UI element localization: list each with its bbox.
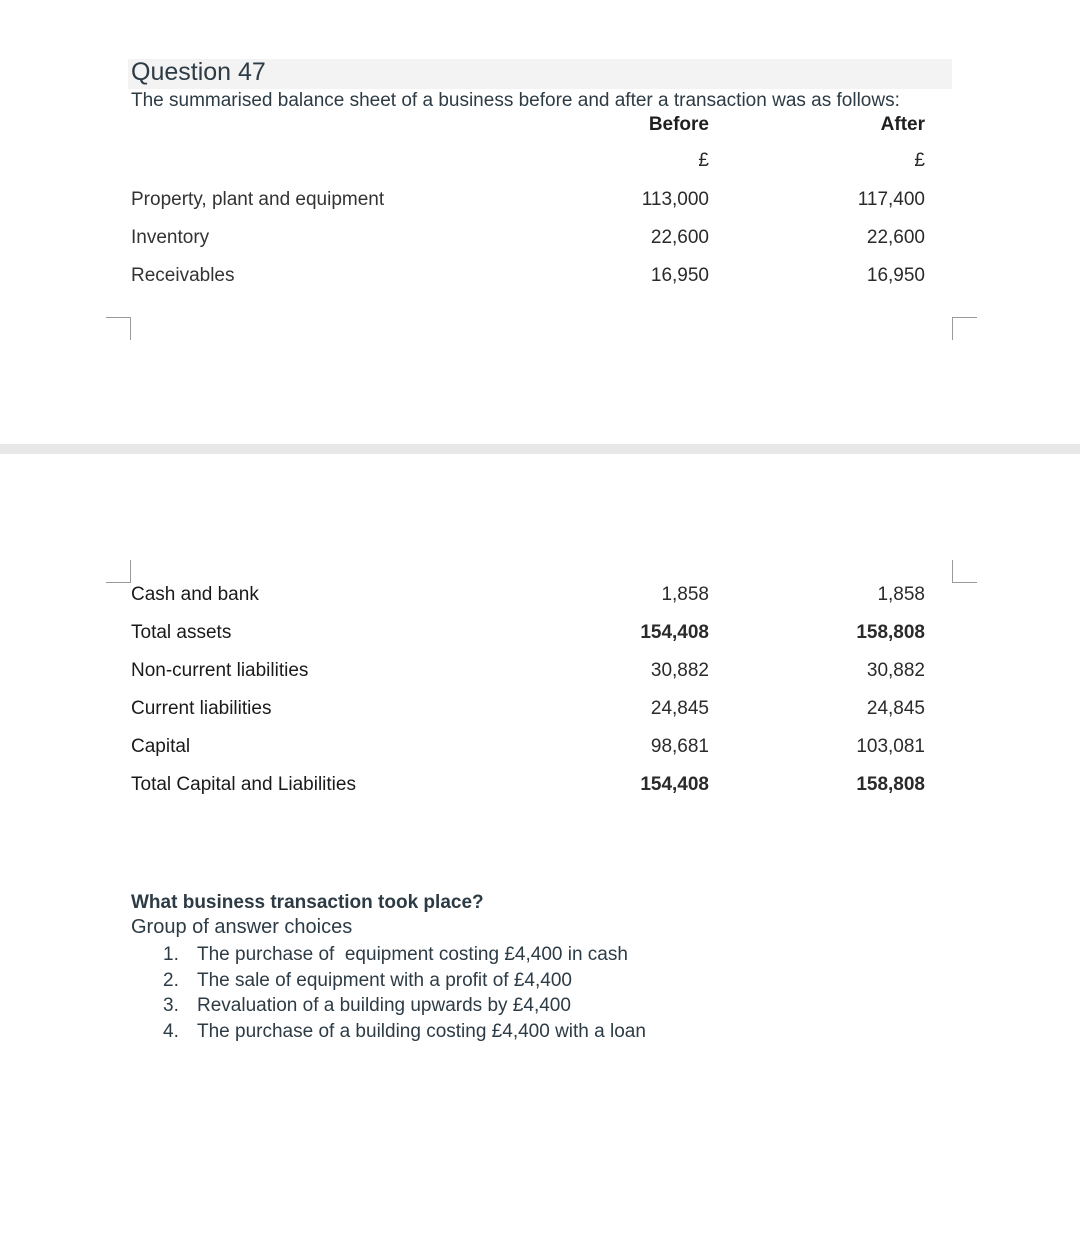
row-before-value: 98,681 xyxy=(650,736,709,757)
row-before-value: 22,600 xyxy=(650,227,709,248)
row-before-value: 1,858 xyxy=(661,584,709,605)
row-label: Capital xyxy=(131,736,191,757)
table-row xyxy=(0,698,1080,724)
table-row xyxy=(0,227,1080,253)
row-before-value: 154,408 xyxy=(640,622,709,643)
page-corner-mark xyxy=(952,317,977,340)
choice-number: 2. xyxy=(163,969,179,991)
table-row xyxy=(0,584,1080,610)
table-row xyxy=(0,622,1080,648)
answer-choice-2[interactable] xyxy=(163,968,646,994)
page-corner-mark xyxy=(106,317,131,340)
row-before-value: 24,845 xyxy=(650,698,709,719)
row-after-value: 24,845 xyxy=(866,698,925,719)
choice-text: The purchase of a building costing £4,400 with a loan xyxy=(197,1020,646,1042)
answer-group-label: Group of answer choices xyxy=(131,916,353,938)
choice-number: 4. xyxy=(163,1020,179,1042)
choice-text: The sale of equipment with a profit of £4,400 xyxy=(197,969,572,991)
row-after-value: 16,950 xyxy=(866,265,925,286)
row-before-value: 113,000 xyxy=(641,189,709,210)
column-header-after: After xyxy=(880,114,925,135)
column-header-before: Before xyxy=(648,114,709,135)
row-after-value: 103,081 xyxy=(856,736,925,757)
question-title: Question 47 xyxy=(131,58,266,86)
table-row xyxy=(0,189,1080,215)
table-row xyxy=(0,736,1080,762)
row-label: Total Capital and Liabilities xyxy=(131,774,356,795)
row-after-value: 30,882 xyxy=(866,660,925,681)
table-row xyxy=(0,265,1080,291)
question-intro: The summarised balance sheet of a business before and after a transaction was as follows: xyxy=(131,90,900,111)
table-row xyxy=(0,660,1080,686)
page-corner-mark xyxy=(106,560,131,583)
choice-number: 3. xyxy=(163,995,179,1016)
page-break xyxy=(0,444,1080,454)
row-after-value: 158,808 xyxy=(856,622,925,643)
row-before-value: 154,408 xyxy=(640,774,709,795)
choice-text: The purchase of equipment costing £4,400 in cash xyxy=(197,944,628,965)
row-label: Current liabilities xyxy=(131,698,272,719)
row-label: Non-current liabilities xyxy=(131,660,309,681)
row-label: Property, plant and equipment xyxy=(131,189,385,210)
row-before-value: 16,950 xyxy=(650,265,709,286)
question-prompt: What business transaction took place? xyxy=(131,892,484,913)
answer-choices-list xyxy=(163,942,646,1044)
currency-before: £ xyxy=(698,150,709,171)
choice-number: 1. xyxy=(163,944,179,965)
answer-choice-1[interactable] xyxy=(163,942,646,968)
currency-after: £ xyxy=(914,150,925,171)
row-label: Receivables xyxy=(131,265,235,286)
row-label: Total assets xyxy=(131,622,232,643)
currency-row xyxy=(0,150,1080,176)
table-row xyxy=(0,774,1080,800)
row-label: Inventory xyxy=(131,227,210,248)
answer-choice-3[interactable] xyxy=(163,993,646,1019)
row-label: Cash and bank xyxy=(131,584,259,605)
row-after-value: 22,600 xyxy=(866,227,925,248)
page-corner-mark xyxy=(952,560,977,583)
answer-choice-4[interactable] xyxy=(163,1019,646,1045)
row-before-value: 30,882 xyxy=(650,660,709,681)
row-after-value: 1,858 xyxy=(877,584,925,605)
row-after-value: 158,808 xyxy=(856,774,925,795)
choice-text: Revaluation of a building upwards by £4,400 xyxy=(197,995,571,1016)
row-after-value: 117,400 xyxy=(857,189,925,210)
